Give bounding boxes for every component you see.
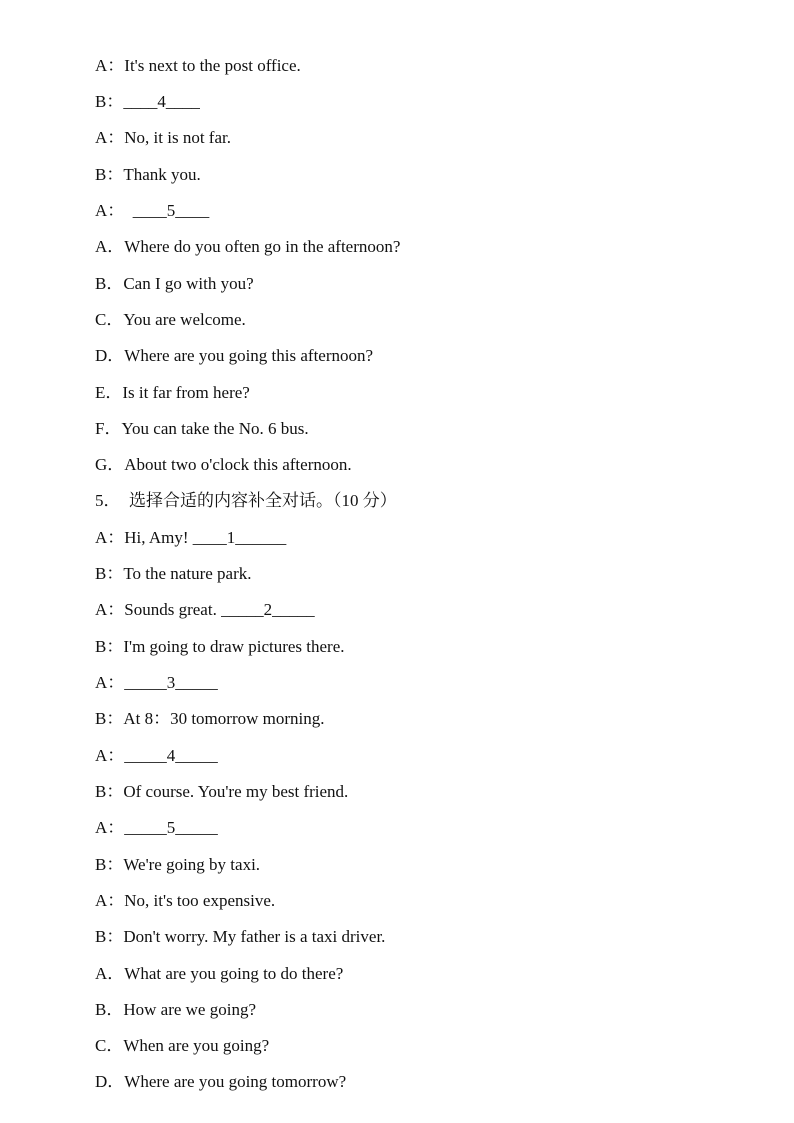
dialogue-line: A： ____5____ — [95, 201, 210, 220]
question-heading: 5． 选择合适的内容补全对话。（10 分） — [95, 491, 397, 510]
option-line: D．Where are you going this afternoon? — [95, 346, 374, 365]
dialogue-line: B：Of course. You're my best friend. — [95, 782, 349, 801]
dialogue-line: B：Thank you. — [95, 165, 201, 184]
option-line: C．You are welcome. — [95, 310, 246, 329]
option-line: D．Where are you going tomorrow? — [95, 1072, 347, 1091]
option-line: F．You can take the No. 6 bus. — [95, 419, 309, 438]
option-line: G．About two o'clock this afternoon. — [95, 455, 352, 474]
dialogue-line: B：Don't worry. My father is a taxi driver. — [95, 927, 386, 946]
dialogue-line: B：At 8：30 tomorrow morning. — [95, 709, 325, 728]
option-line: A．Where do you often go in the afternoon? — [95, 237, 401, 256]
dialogue-line: A：It's next to the post office. — [95, 56, 301, 75]
dialogue-line: A：_____4_____ — [95, 746, 218, 765]
dialogue-line: A：No, it is not far. — [95, 128, 231, 147]
dialogue-line: A：_____3_____ — [95, 673, 218, 692]
dialogue-line: B：To the nature park. — [95, 564, 252, 583]
dialogue-line: A：_____5_____ — [95, 818, 218, 837]
dialogue-line: A：Hi, Amy! ____1______ — [95, 528, 287, 547]
dialogue-line: B：We're going by taxi. — [95, 855, 261, 874]
dialogue-line: A：Sounds great. _____2_____ — [95, 600, 315, 619]
dialogue-line: B：I'm going to draw pictures there. — [95, 637, 345, 656]
dialogue-line: A：No, it's too expensive. — [95, 891, 276, 910]
dialogue-line: B：____4____ — [95, 92, 200, 111]
option-line: B．How are we going? — [95, 1000, 256, 1019]
option-line: B．Can I go with you? — [95, 274, 254, 293]
option-line: C．When are you going? — [95, 1036, 270, 1055]
option-line: A．What are you going to do there? — [95, 964, 344, 983]
option-line: E．Is it far from here? — [95, 383, 250, 402]
